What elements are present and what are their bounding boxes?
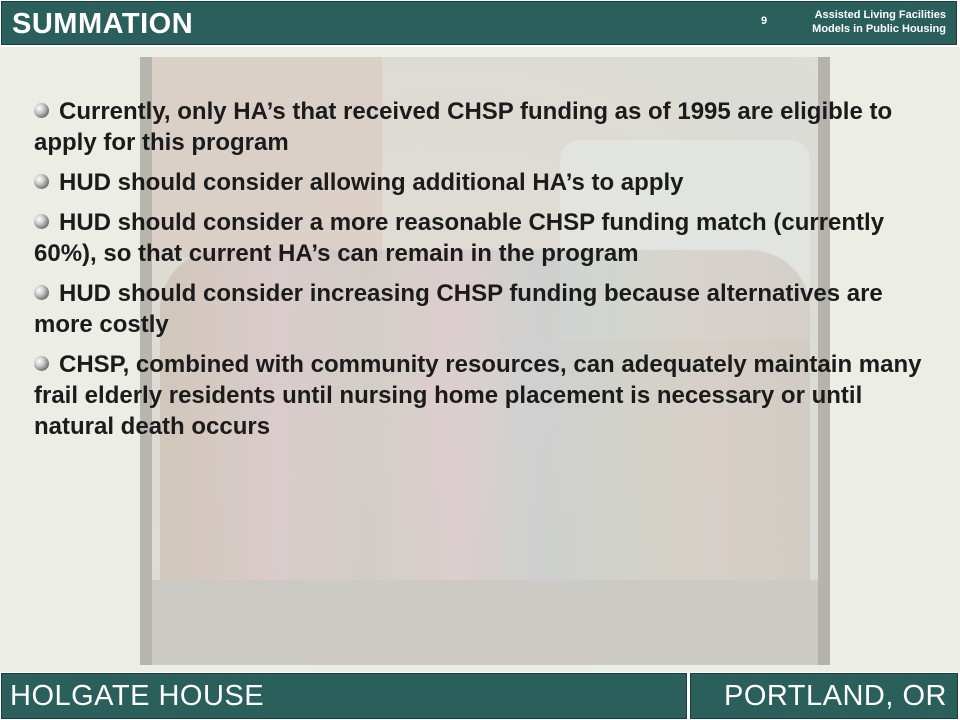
bullet-icon <box>34 103 49 118</box>
bullet-icon <box>34 214 49 229</box>
bullet-item <box>34 278 934 340</box>
photo-ground <box>152 580 818 665</box>
slide-subtitle <box>812 8 946 36</box>
location-city: PORTLAND, OR <box>723 680 947 712</box>
bullet-item <box>34 349 934 442</box>
bullet-text: HUD should consider allowing additional HA’s to apply <box>59 169 684 196</box>
subtitle-line-1: Assisted Living Facilities <box>814 9 946 21</box>
bullet-text: HUD should consider a more reasonable CHSP funding match (currently 60%), so that current HA’s can remain in the program <box>34 209 885 267</box>
slide-title: SUMMATION <box>12 8 194 40</box>
title-box <box>1 1 957 45</box>
bullet-item <box>34 207 934 269</box>
bullet-icon <box>34 285 49 300</box>
footer-location-box <box>1 673 687 719</box>
header-bar <box>0 0 960 47</box>
bullet-item <box>34 167 934 198</box>
subtitle-line-2: Models in Public Housing <box>812 23 946 35</box>
bullet-item <box>34 96 934 158</box>
bullet-text: Currently, only HA’s that received CHSP funding as of 1995 are eligible to apply for this program <box>34 98 893 156</box>
footer-city-box <box>690 673 958 719</box>
bullet-text: CHSP, combined with community resources, can adequately maintain many frail elderly residents until nursing home placement is necessary or until natural death occurs <box>34 351 922 440</box>
page-number: 9 <box>761 15 768 27</box>
location-name: HOLGATE HOUSE <box>10 680 265 712</box>
bullet-icon <box>34 356 49 371</box>
bullet-text: HUD should consider increasing CHSP funding because alternatives are more costly <box>34 280 883 338</box>
bullet-icon <box>34 174 49 189</box>
bullet-list <box>34 96 934 451</box>
